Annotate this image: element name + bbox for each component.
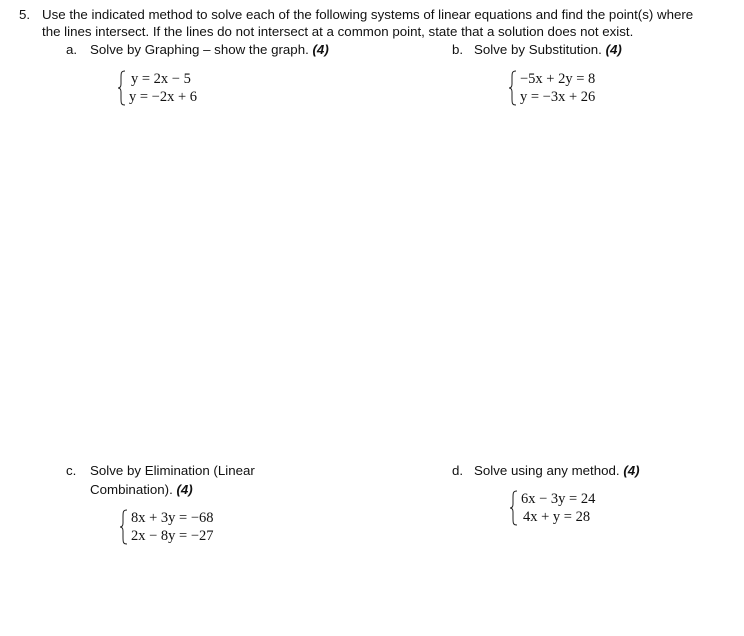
part-b-equation-1: −5x + 2y = 8 [520, 71, 596, 87]
part-c-system [119, 509, 214, 545]
part-b-equation-2: y = −3x + 26 [520, 89, 596, 105]
question-number: 5. [19, 7, 31, 22]
part-a-instruction [90, 41, 329, 58]
question-text-line-1: Use the indicated method to solve each of the following systems of linear equations and find the point(s) where [42, 7, 694, 22]
part-b-points: (4) [605, 42, 622, 57]
part-d-text: Solve using any method. [474, 463, 620, 478]
left-brace-icon [119, 509, 129, 545]
part-b-letter: b. [452, 42, 464, 57]
left-brace-icon [508, 70, 518, 106]
part-d-equation-1: 6x − 3y = 24 [521, 491, 596, 507]
part-b-system [508, 70, 595, 106]
part-d-points: (4) [623, 463, 640, 478]
part-b-text: Solve by Substitution. [474, 42, 602, 57]
part-a-text: Solve by Graphing – show the graph. [90, 42, 309, 57]
left-brace-icon [117, 70, 127, 106]
part-c-text-line-2: Combination). [90, 482, 173, 497]
part-a-system [117, 70, 197, 106]
part-d-instruction [474, 462, 640, 479]
part-a-equation-2: y = −2x + 6 [129, 89, 198, 105]
part-c-letter: c. [66, 463, 77, 478]
part-c-text-line-1: Solve by Elimination (Linear [90, 463, 255, 478]
part-a-points: (4) [312, 42, 329, 57]
part-a-equation-1: y = 2x − 5 [131, 71, 191, 87]
left-brace-icon [509, 490, 519, 526]
part-c-points: (4) [176, 482, 193, 497]
part-d-system [509, 490, 595, 526]
part-c-equation-2: 2x − 8y = −27 [131, 528, 214, 544]
part-a-letter: a. [66, 42, 78, 57]
part-d-equation-2: 4x + y = 28 [523, 509, 591, 525]
part-c-instruction-line-2 [90, 481, 193, 498]
part-c-equation-1: 8x + 3y = −68 [131, 510, 214, 526]
question-text-line-2: the lines intersect. If the lines do not intersect at a common point, state that a solution does not exist. [42, 24, 634, 39]
part-d-letter: d. [452, 463, 464, 478]
part-b-instruction [474, 41, 622, 58]
